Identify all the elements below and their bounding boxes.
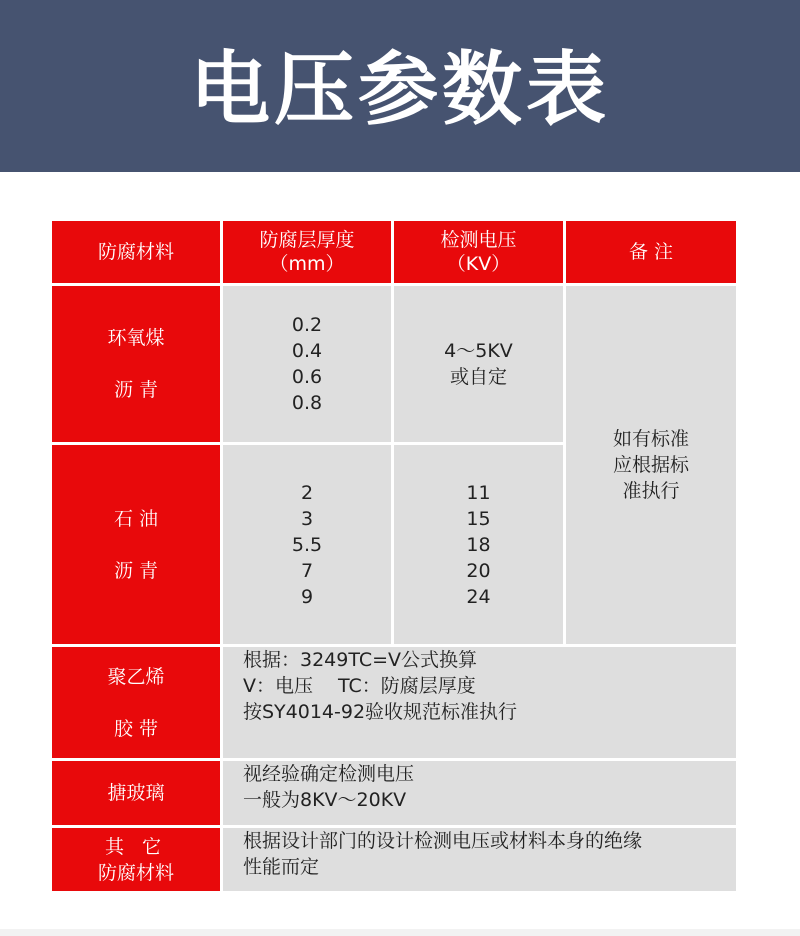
petroleum-voltage-value: 11 bbox=[466, 481, 491, 504]
epoxy-name-line2: 沥 青 bbox=[113, 379, 159, 401]
note-line: 准执行 bbox=[622, 480, 680, 502]
note-merged-cell bbox=[566, 286, 736, 644]
header-material bbox=[52, 221, 220, 283]
petroleum-thickness-value: 3 bbox=[300, 507, 314, 530]
petroleum-voltage-value: 18 bbox=[466, 533, 491, 556]
page-title: 电压参数表 bbox=[190, 42, 610, 136]
petroleum-voltage-value: 15 bbox=[466, 507, 491, 530]
polyethylene-name-line2: 胶 带 bbox=[113, 717, 159, 740]
row-other-text bbox=[223, 828, 736, 891]
row-petroleum-name bbox=[52, 445, 220, 644]
petroleum-name-line1: 石 油 bbox=[113, 507, 159, 530]
polyethylene-name-line1: 聚乙烯 bbox=[107, 665, 165, 688]
row-epoxy-voltage bbox=[394, 286, 563, 442]
enamel-text-line: 视经验确定检测电压 bbox=[243, 763, 415, 785]
header-material-label: 防腐材料 bbox=[97, 241, 174, 263]
petroleum-thickness-value: 5.5 bbox=[291, 533, 323, 556]
enamel-name: 搪玻璃 bbox=[107, 782, 165, 804]
epoxy-thickness-value: 0.8 bbox=[291, 392, 323, 414]
header-note-label: 备 注 bbox=[628, 241, 674, 263]
petroleum-thickness-value: 7 bbox=[300, 559, 314, 582]
other-name-line1: 其 它 bbox=[104, 835, 168, 858]
row-enamel-text bbox=[223, 761, 736, 825]
note-line: 应根据标 bbox=[612, 454, 689, 476]
bottom-divider bbox=[0, 929, 800, 936]
header-note bbox=[566, 221, 736, 283]
note-line: 如有标准 bbox=[612, 428, 689, 450]
title-banner bbox=[0, 0, 800, 172]
other-text-line: 性能而定 bbox=[243, 856, 320, 878]
voltage-parameter-table bbox=[52, 221, 736, 891]
petroleum-thickness-value: 2 bbox=[300, 481, 314, 504]
enamel-text-line: 一般为8KV～20KV bbox=[243, 789, 407, 811]
other-name-line2: 防腐材料 bbox=[97, 861, 174, 884]
petroleum-voltage-value: 20 bbox=[466, 559, 491, 582]
polyethylene-text-line: 按SY4014-92验收规范标准执行 bbox=[243, 701, 518, 723]
petroleum-thickness-value: 9 bbox=[300, 585, 314, 608]
epoxy-thickness-value: 0.6 bbox=[291, 366, 323, 388]
row-epoxy-name bbox=[52, 286, 220, 442]
row-other-name bbox=[52, 828, 220, 891]
epoxy-name-line1: 环氧煤 bbox=[107, 327, 165, 349]
epoxy-voltage-value: 或自定 bbox=[449, 366, 507, 388]
row-polyethylene-name bbox=[52, 647, 220, 758]
other-text-line: 根据设计部门的设计检测电压或材料本身的绝缘 bbox=[243, 830, 643, 852]
polyethylene-text-line: 根据：3249TC=V公式换算 bbox=[243, 649, 478, 671]
row-enamel-name bbox=[52, 761, 220, 825]
header-thickness-line1: 防腐层厚度 bbox=[259, 229, 355, 251]
row-petroleum-voltage bbox=[394, 445, 563, 644]
header-voltage-line2: （KV） bbox=[446, 253, 511, 275]
header-thickness-line2: （mm） bbox=[269, 253, 345, 275]
polyethylene-text-line: V：电压 TC：防腐层厚度 bbox=[243, 675, 476, 697]
epoxy-voltage-value: 4～5KV bbox=[444, 340, 513, 362]
epoxy-thickness-value: 0.2 bbox=[291, 314, 323, 336]
petroleum-name-line2: 沥 青 bbox=[113, 559, 159, 582]
row-epoxy-thickness bbox=[223, 286, 391, 442]
row-petroleum-thickness bbox=[223, 445, 391, 644]
epoxy-thickness-value: 0.4 bbox=[291, 340, 323, 362]
petroleum-voltage-value: 24 bbox=[466, 585, 491, 608]
header-voltage bbox=[394, 221, 563, 283]
header-voltage-line1: 检测电压 bbox=[440, 229, 517, 251]
header-thickness bbox=[223, 221, 391, 283]
row-polyethylene-text bbox=[223, 647, 736, 758]
